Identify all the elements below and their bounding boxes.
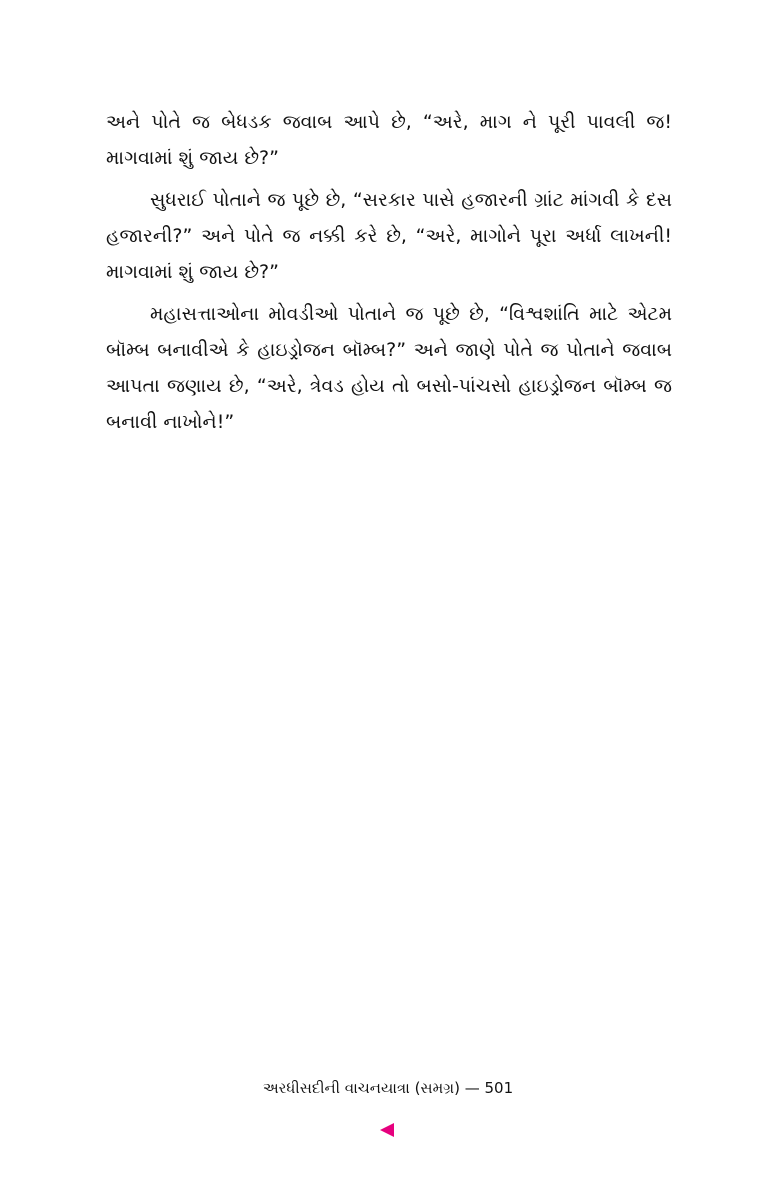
paragraph-2: સુધરાઈ પોતાને જ પૂછે છે, “સરકાર પાસે હજારની ગ્રાંટ માંગવી કે દસ હજારની?” અને પોતે જ નક્કી કરે છે, “અરે, માગોને પૂરા અર્ધા લાખની! માગવામાં શું જાય છે?” — [106, 189, 672, 283]
previous-page-arrow-icon[interactable] — [380, 1123, 394, 1137]
page-footer: અરધીસદીની વાચનયાત્રા (સમગ્ર) — 501 — [262, 1079, 514, 1097]
paragraph-1: અને પોતે જ બેધડક જવાબ આપે છે, “અરે, માગ ને પૂરી પાવલી જ! માગવામાં શું જાય છે?” — [106, 111, 672, 169]
body-text — [106, 104, 672, 446]
paragraph-3: મહાસત્તાઓના મોવડીઓ પોતાને જ પૂછે છે, “વિશ્વશાંતિ માટે એટમ બૉમ્બ બનાવીએ કે હાઇડ્રોજન બૉમ્બ?” અને જાણે પોતે જ પોતાને જવાબ આપતા જણાય છે, “અરે, ત્રેવડ હોય તો બસો-પાંચસો હાઇડ્રોજન બૉમ્બ જ બનાવી નાખોને!” — [106, 303, 672, 433]
